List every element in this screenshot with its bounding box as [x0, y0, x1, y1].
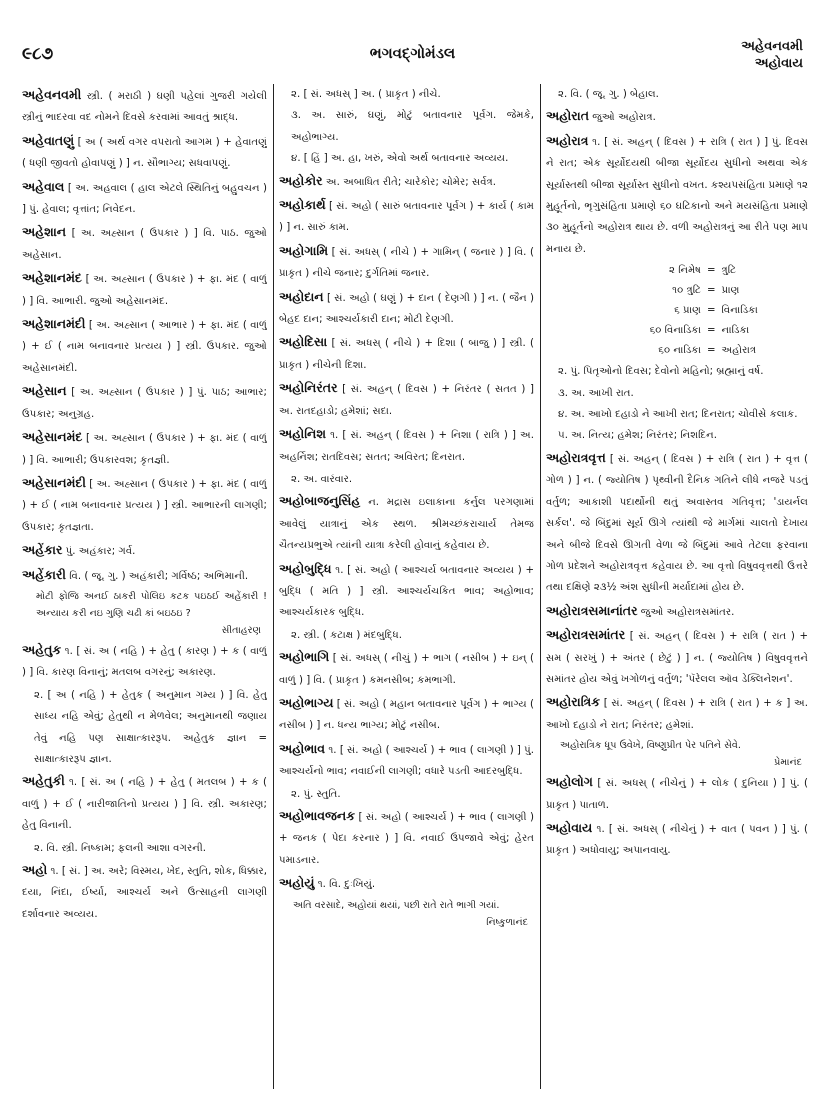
- sub-sense: ૨. [ અ ( નહિ ) + હેતુક ( અનુમાન ગમ્ય ) ] વિ. હેતુ સાધ્ય નહિ એવું; હેતુથી ન મેળવેલ; અનુમાનથી જણાય તેવું નહિ પણ સાક્ષાત્કારરૂપ. અહેતુક જ્ઞાન = સાક્ષાત્કારરૂપ જ્ઞાન.: [34, 689, 267, 765]
- sub-sense: ૨. અ. વારંવાર.: [291, 473, 353, 485]
- quotation-text: મોટી ફોજિ અનઈ ઠાકરી પોલિઇ કટક પઇઠઈ અહેંકારી ! અન્યાય કરી નઇ ગુણિ ચઢી કાં બઇઠઇ ?: [36, 590, 267, 619]
- guide-word-first: અહેવનવમી: [741, 39, 803, 54]
- sub-sense: ૨. પું. સ્તુતિ.: [291, 788, 341, 800]
- definition: [ સં. ] અ. અરે; વિસ્મય, ખેદ, સ્તુતિ, શોક, ધિક્કાર, દયા, નિંદા, ઈર્ષ્યા, આશ્ચર્ય અને ઉત્સાહની લાગણી દર્શાવનાર અવ્યય.: [22, 866, 267, 920]
- definition: [ સં. અહન્ ( દિવસ ) + રાત્રિ ( રાત ) + ક ] અ. આખો દહાડો ને રાત; નિરંતર; હમેશાં.: [546, 698, 808, 731]
- dictionary-entry: [279, 558, 534, 624]
- sub-sense: ૨. પું. પિતૃઓનો દિવસ; દેવોનો મહિનો; બ્રહ્માનું વર્ષ.: [558, 366, 764, 378]
- dictionary-entry: [279, 490, 534, 556]
- dictionary-entry: [22, 176, 267, 221]
- definition: [ અ. અહ્સાન ( ઉપકાર ) + ફા. મંદ ( વાળું ) ] વિ. આભારી; ઉપકારવશ; કૃતજ્ઞી.: [22, 433, 267, 466]
- definition: [ અ. અહ્સાન ( ઉપકાર ) + ફા. મંદ ( વાળું ) + ઈ ( નામ બનાવનાર પ્રત્યય ) ] સ્ત્રી. આભારની લાગણી; ઉપકાર; કૃતજ્ઞતા.: [22, 478, 267, 533]
- headword: અહોરાત્રસમાનાંતર: [546, 602, 638, 618]
- headword: અહેસાનમંદી: [22, 474, 86, 490]
- headword: અહોરાત્રસમાંતર: [546, 627, 626, 643]
- headword: અહોકોર: [279, 172, 323, 188]
- headword: અહોદાન: [279, 288, 324, 304]
- dictionary-entry: [279, 646, 534, 691]
- measure-right: ત્રુટિ: [721, 265, 737, 277]
- definition: [ સં. અહન્ ( દિવસ ) + રાત્રિ ( રાત ) ] પું. દિવસ ને રાત; એક સૂર્યોદયથી બીજા સૂર્યોદય સુધીનો અથવા એક સૂર્યાસ્તથી બીજા સૂર્યાસ્ત સુધીનો વખત. કશ્યપસંહિતા પ્રમાણે ૧૨ મુહૂર્તનો, ભૃગુસંહિતા પ્રમાણે ૬૦ ઘટિકાનો અને મયસંહિતા પ્રમાણે ૩૦ મુહૂર્તનો અહોરાત્ર થાય છે. વળી અહોરાત્રનું આ રીતે પણ માપ મનાય છે.: [546, 136, 808, 255]
- definition: વિ. ( જૂ. ગુ. ) અહંકારી; ગર્વિષ્ઠ; અભિમાની.: [66, 570, 249, 582]
- quotation-author: પ્રેમાનંદ: [774, 757, 802, 769]
- sub-sense: ૨. વિ. ( જૂ. ગુ. ) બેહાલ.: [558, 89, 659, 100]
- quotation: [293, 897, 534, 931]
- headword: અહોભાવજનક: [279, 808, 356, 823]
- page-header: [22, 38, 803, 84]
- dictionary-entry: [279, 240, 534, 285]
- dictionary-entry: [279, 170, 534, 193]
- dictionary-entry: [22, 267, 267, 312]
- dictionary-entry: [546, 447, 808, 599]
- headword: અહેવાલ: [22, 178, 65, 194]
- sense-number: ૧.: [47, 866, 59, 877]
- definition: [ સં. અહો ( આશ્ચર્ય બતાવનાર અવ્યય ) + બુદ્ધિ ( મતિ ) ] સ્ત્રી. આશ્ચર્યચકિત ભાવ; અહોભાવ; આશ્ચર્યકારક બુદ્ધિ.: [279, 564, 534, 619]
- definition: [ અ. અહ્સાન ( ઉપકાર ) ] વિ. પાઠ. જુઓ અહેસાન.: [22, 228, 267, 261]
- headword: અહોકાર્થ: [279, 197, 326, 213]
- quotation-author: સીતાહરણ: [221, 624, 261, 636]
- column-divider: [540, 84, 541, 1089]
- headword: અહેશાનમંદ: [22, 270, 82, 286]
- headword: અહોબાજનુસિંહ: [279, 493, 361, 509]
- sense-number: ૧.: [64, 777, 78, 789]
- dictionary-entry: [22, 859, 267, 925]
- quotation: [560, 737, 808, 771]
- dictionary-entry: [22, 472, 267, 538]
- dictionary-entry: [279, 692, 534, 737]
- sense-number: ૧.: [314, 879, 326, 891]
- guide-words: [741, 38, 803, 72]
- dictionary-entry: [22, 639, 267, 684]
- headword: અહેંકાર: [22, 542, 63, 558]
- dictionary-entry: [279, 377, 534, 422]
- dictionary-entry: [22, 564, 267, 587]
- headword: અહેસાનમંદ: [22, 429, 83, 445]
- definition: [ અ ( અર્થ વગર વપરાતો આગમ ) + હેવાતણું ( ધણી જીવતો હોવાપણું ) ] ન. સૌભાગ્ય; સધવાપણું.: [22, 136, 267, 170]
- dictionary-entry: [546, 600, 808, 623]
- dictionary-entry: [22, 84, 267, 129]
- definition: [ સં. અહો ( આશ્ચર્ય ) + ભાવ ( લાગણી ) + જનક ( પેદા કરનાર ) ] વિ. નવાઈ ઉપજાવે એવું; હેરત પમાડનાર.: [279, 812, 534, 866]
- headword: અહેતુક: [22, 641, 62, 657]
- headword: અહોબુદ્ધિ: [279, 560, 332, 576]
- dictionary-entry: [279, 872, 534, 895]
- sense-number: ૧.: [61, 645, 73, 657]
- measure-right: અહોરાત્ર: [721, 345, 757, 357]
- measure-row: [606, 261, 808, 281]
- page-title: ભગવદ્ગોમંડલ: [369, 44, 456, 62]
- dictionary-entry: [546, 624, 808, 690]
- headword: અહોભાગ્ય: [279, 694, 334, 710]
- measure-equals: =: [707, 265, 716, 277]
- definition: [ અ. અહ્સાન ( ઉપકાર ) + ફા. મંદ ( વાળું ) ] વિ. આભારી. જુઓ અહેસાનમંદ.: [22, 274, 267, 307]
- definition: વિ. દુઃખિયું.: [325, 879, 376, 891]
- dictionary-entry: [22, 313, 267, 379]
- definition: [ સં. અધસ્ ( નીચે ) + ગામિન્ ( જનાર ) ] વિ. ( પ્રાકૃત ) નીચે જનાર; દુર્ગતિમાં જનાર.: [279, 246, 534, 280]
- headword: અહોવાય: [546, 819, 593, 835]
- headword: અહોનિશ: [279, 426, 326, 442]
- definition: [ સં. અ ( નહિ ) + હેતુ ( મતલબ ) + ક ( વાળું ) + ઈ ( નારીજાતિનો પ્રત્યય ) ] વિ. સ્ત્રી. અકારણ; હેતુ વિનાની.: [22, 777, 267, 832]
- dictionary-entry: [279, 286, 534, 331]
- definition: [ સં. અધસ્ ( નીચેનું ) + વાત ( પવન ) ] પું. ( પ્રાકૃત ) અધોવાયુ; અપાનવાયુ.: [546, 823, 808, 857]
- headword: અહેવનવમી: [22, 87, 82, 102]
- headword: અહોદિસા: [279, 334, 328, 350]
- measure-left: ૬૦ વિનાડિકા: [649, 325, 701, 337]
- definition: ન. મદ્રાસ ઇલાકાના કર્નુલ પરગણામાં આવેલું યાત્રાનું એક સ્થળ. શ્રીમચ્છંકરાચાર્ય તેમજ ચૈતન્યપ્રભુએ ત્યાંની યાત્રા કરેલી હોવાનું કહેવાય છે.: [279, 497, 534, 552]
- column-middle: [279, 84, 534, 1089]
- dictionary-entry: [279, 194, 534, 239]
- sense-number: ૧.: [325, 744, 337, 756]
- sub-sense: ૪. અ. આખો દહાડો ને આખી રાત; દિનરાત; ચોવીસે કલાક.: [558, 409, 798, 421]
- definition: [ સં. અહો ( ઘણું ) + દાન ( દેણગી ) ] ન. ( જૈન ) બેહદ દાન; આશ્ચર્યકારી દાન; મોટી દેણગી.: [279, 292, 534, 326]
- dictionary-entry: [22, 130, 267, 175]
- headword: અહોગામિ: [279, 242, 329, 258]
- column-right: [546, 84, 808, 1089]
- definition: [ સં. અહન્ ( દિવસ ) + રાત્રિ ( રાત ) + સમ ( સરખું ) + અંતર ( છેટું ) ] ન. ( જ્યોતિષ ) વિષુવવૃત્તને સમાંતર હોય એવું ખગોળનું વર્તુળ; 'પૅરેલલ ઑવ ડેક્લિનેશન'.: [546, 631, 808, 685]
- definition: જુઓ અહોરાત્રસમાંતર.: [637, 606, 735, 618]
- quotation: [36, 588, 267, 639]
- definition: જુઓ અહોરાત્ર.: [589, 112, 656, 124]
- dictionary-entry: [279, 423, 534, 468]
- sub-sense: ૫. અ. નિત્ય; હમેશ; નિરંતર; નિશદિન.: [558, 430, 717, 442]
- sub-sense: ૨. [ સં. અધસ્ ] અ. ( પ્રાકૃત ) નીચે.: [291, 89, 441, 100]
- measure-right: નાડિકા: [721, 325, 750, 337]
- measure-equals: =: [707, 325, 716, 337]
- dictionary-entry: [22, 426, 267, 471]
- measure-left: ૧૦ ત્રુટિ: [672, 285, 701, 297]
- quotation-author: નિષ્કુળાનંદ: [486, 916, 528, 928]
- measure-equals: =: [707, 305, 716, 317]
- measure-right: પ્રાણ: [721, 285, 740, 297]
- measure-row: [606, 301, 808, 321]
- headword: અહોભાગિ: [279, 649, 330, 665]
- dictionary-entry: [546, 130, 808, 260]
- dictionary-entry: [22, 539, 267, 562]
- measure-row: [606, 321, 808, 341]
- sense-number: ૧.: [588, 136, 601, 148]
- quotation-text: અતિ વરસાદે, અહોયાં થયાં, પછી રાતે રાતે ભાગી ગયાં.: [293, 899, 500, 911]
- dictionary-entry: [546, 817, 808, 862]
- definition: [ અ. અહ્સાન ( ઉપકાર ) ] પું. પાઠ; આભાર; ઉપકાર; અનુગ્રહ.: [22, 387, 267, 420]
- page-number: ૯૮૭: [22, 44, 54, 64]
- definition: સ્ત્રી. ( મરાઠી ) ઘણી પહેલાં ગુજરી ગયેલી સ્ત્રીનું ભાદરવા વદ નોમને દિવસે કરવામાં આવતું શ્રાદ્ધ.: [22, 91, 267, 124]
- definition: અ. અબાધિત રીતે; ચારેકોર; ચોમેર; સર્વત્ર.: [322, 176, 497, 188]
- measure-left: ૬૦ નાડિકા: [658, 345, 701, 357]
- guide-word-last: અહોવાય: [754, 56, 803, 71]
- headword: અહેવાતણું: [22, 132, 75, 148]
- headword: અહોરાત્રવૃત્ત: [546, 449, 606, 465]
- headword: અહોરાત્ર: [546, 132, 589, 148]
- headword: અહોયું: [279, 875, 315, 891]
- sense-number: ૧.: [592, 823, 605, 835]
- headword: અહેશાનમંદી: [22, 316, 86, 332]
- definition: [ અ. અહવાલ ( હાલ એટલે સ્થિતિનું બહુવચન ) ] પું. હેવાલ; વૃત્તાંત; નિવેદન.: [22, 182, 267, 216]
- dictionary-entry: [546, 105, 808, 128]
- quotation-text: અહોરાત્રિક ધૂપ ઉવેખે, વિષ્ણુપ્રીત પેર પતિને સેવે.: [560, 740, 741, 752]
- dictionary-entry: [279, 738, 534, 783]
- measure-left: ૬ પ્રાણ: [674, 305, 701, 317]
- sub-sense: ૩. અ. સારું, ઘણું, મોટું બતાવનાર પૂર્વગ. જેમકે, અહોભાગ્ય.: [291, 110, 534, 143]
- headword: અહોલોગ: [546, 774, 593, 790]
- measure-equals: =: [707, 345, 716, 357]
- definition: [ સં. અધસ્ ( નીચેનું ) + લોક ( દુનિયા ) ] પું. ( પ્રાકૃત ) પાતાળ.: [546, 778, 808, 811]
- definition: [ સં. અહો ( મહાન બતાવનાર પૂર્વગ ) + ભાગ્ય ( નસીબ ) ] ન. ધન્ય ભાગ્ય; મોટું નસીબ.: [279, 698, 534, 732]
- dictionary-entry: [22, 380, 267, 425]
- definition: [ સં. અહો ( આશ્ચર્ય ) + ભાવ ( લાગણી ) ] પું. આશ્ચર્યનો ભાવ; નવાઈની લાગણી; વધારે પડતી આદરબુદ્ધિ.: [279, 744, 534, 778]
- dictionary-entry: [279, 331, 534, 376]
- measure-row: [606, 281, 808, 301]
- sense-number: ૧.: [331, 564, 344, 576]
- headword: અહોરાત્રિક: [546, 694, 601, 710]
- definition: [ સં. અહન્ ( દિવસ ) + નિશા ( રાત્રિ ) ] અ. અહર્નિશ; રાતદિવસ; સતત; અવિરત; દિનરાત.: [279, 430, 534, 463]
- headword: અહોનિરંતર: [279, 380, 338, 396]
- dictionary-entry: [546, 691, 808, 736]
- headword: અહેસાન: [22, 383, 67, 399]
- measure-left: ૨ નિમેષ: [669, 265, 701, 277]
- headword: અહોભાવ: [279, 740, 326, 756]
- dictionary-entry: [22, 221, 267, 266]
- dictionary-entry: [279, 805, 534, 871]
- sub-sense: ૨. વિ. સ્ત્રી. નિષ્કામ; ફલની આશા વગરની.: [34, 842, 206, 854]
- definition: [ સં. અહન્ ( દિવસ ) + નિરંતર ( સતત ) ] અ. રાતદહાડો; હમેશાં; સદા.: [279, 384, 534, 417]
- definition: [ સં. અધસ્ ( નીચે ) + દિશા ( બાજુ ) ] સ્ત્રી. ( પ્રાકૃત ) નીચેની દિશા.: [279, 338, 534, 371]
- headword: અહેશાન: [22, 224, 67, 240]
- column-divider: [273, 84, 274, 1089]
- definition: [ સં. અ ( નહિ ) + હેતુ ( કારણ ) + ક ( વાળું ) ] વિ. કારણ વિનાનું; મતલબ વગરનું; અકારણ.: [22, 645, 267, 679]
- sub-sense: ૩. અ. આખી રાત.: [558, 387, 634, 399]
- sub-sense: ૨. સ્ત્રી. ( કટાક્ષ ) મંદબુદ્ધિ.: [291, 629, 402, 641]
- headword: અહો: [22, 862, 48, 877]
- definition: [ સં. અહન્ ( દિવસ ) + રાત્રિ ( રાત ) + વૃત્ત ( ગોળ ) ] ન. ( જ્યોતિષ ) પૃથ્વીની દૈનિક ગતિને લીધે નજરે પડતું વર્તુળ; આકાશી પદાર્થોની થતું અવાસ્તવ ગતિવૃત્ત; 'ડાયર્નલ સર્કલ'. જે બિંદુમાં સૂર્ય ઊગે ત્યાંથી જે માર્ગમાં ચાલતો દેખાય અને બીજે દિવસે ઊગતી વેળા જે બિંદુમાં આવે તેટલા ફરવાના ગોળ પ્રદેશને અહોરાત્રવૃત્ત કહેવાય છે. આ વૃત્તો વિષુવવૃત્તથી ઉત્તરે તથા દક્ષિણે ૨૩½ અંશ સુધીની મર્યાદામાં હોય છે.: [546, 453, 808, 594]
- headword: અહેતુકી: [22, 773, 65, 789]
- definition: [ સં. અધસ્ ( નીચું ) + ભાગ ( નસીબ ) + ઇન્ ( વાળું ) ] વિ. ( પ્રાકૃત ) કમનસીબ; કમભાગી.: [279, 653, 534, 686]
- sub-sense: ૪. [ હિં ] અ. હા, ખરું, એવો અર્થ બતાવનાર અવ્યય.: [291, 153, 509, 165]
- column-left: [22, 84, 267, 1089]
- headword: અહેંકારી: [22, 566, 67, 582]
- sense-number: ૧.: [325, 430, 339, 442]
- measure-right: વિનાડિકા: [721, 305, 758, 317]
- definition: પું. અહંકાર; ગર્વ.: [62, 546, 136, 558]
- headword: અહોરાત: [546, 108, 590, 124]
- measure-equals: =: [707, 285, 716, 297]
- dictionary-entry: [22, 770, 267, 836]
- dictionary-entry: [546, 771, 808, 816]
- definition: [ સં. અહો ( સારું બતાવનાર પૂર્વગ ) + કાર્ય ( કામ ) ] ન. સારું કામ.: [279, 201, 534, 234]
- definition: [ અ. અહ્સાન ( આભાર ) + ફા. મંદ ( વાળું ) + ઈ ( નામ બનાવનાર પ્રત્યય ) ] સ્ત્રી. ઉપકાર. જુઓ અહેસાનમંદી.: [22, 320, 267, 374]
- measure-row: [606, 341, 808, 361]
